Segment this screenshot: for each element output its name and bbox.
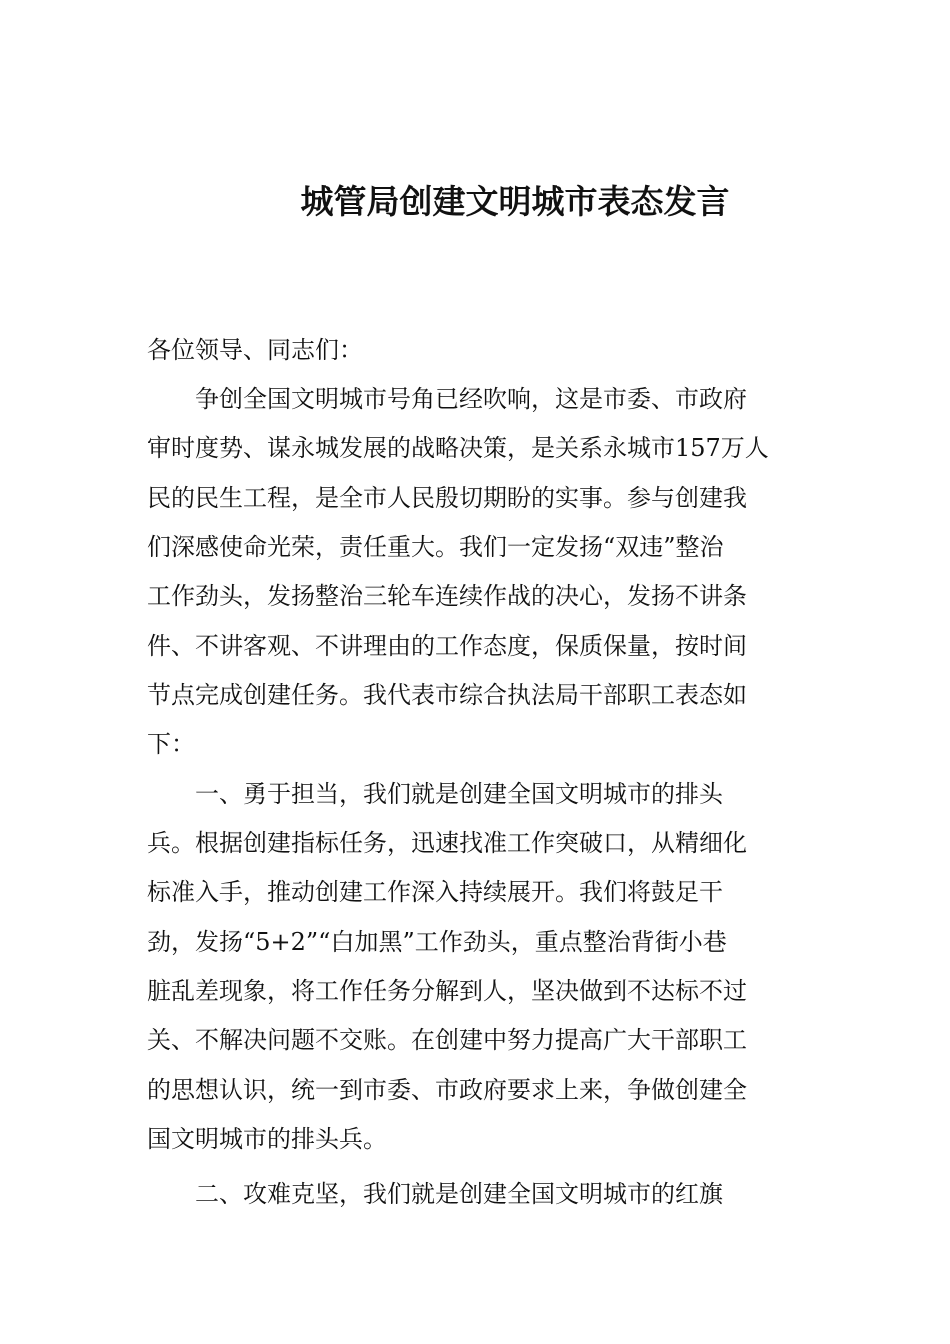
document-title: 城管局创建文明城市表态发言 bbox=[300, 182, 730, 221]
body-line: 民的民生工程，是全市人民殷切期盼的实事。参与创建我 bbox=[147, 484, 747, 512]
body-line: 二、攻难克坚，我们就是创建全国文明城市的红旗 bbox=[147, 1180, 723, 1208]
body-line: 劲，发扬“5+2”“白加黑”工作劲头，重点整治背街小巷 bbox=[147, 928, 727, 956]
body-line: 的思想认识，统一到市委、市政府要求上来，争做创建全 bbox=[147, 1076, 747, 1104]
body-line: 标准入手，推动创建工作深入持续展开。我们将鼓足干 bbox=[147, 878, 723, 906]
body-line: 争创全国文明城市号角已经吹响，这是市委、市政府 bbox=[147, 385, 747, 413]
salutation: 各位领导、同志们： bbox=[147, 336, 363, 364]
body-line: 脏乱差现象，将工作任务分解到人，坚决做到不达标不过 bbox=[147, 977, 747, 1005]
body-line: 件、不讲客观、不讲理由的工作态度，保质保量，按时间 bbox=[147, 632, 747, 660]
body-line: 关、不解决问题不交账。在创建中努力提高广大干部职工 bbox=[147, 1026, 747, 1054]
body-line: 节点完成创建任务。我代表市综合执法局干部职工表态如 bbox=[147, 681, 747, 709]
body-line: 一、勇于担当，我们就是创建全国文明城市的排头 bbox=[147, 780, 723, 808]
body-line: 兵。根据创建指标任务，迅速找准工作突破口，从精细化 bbox=[147, 829, 747, 857]
body-line: 国文明城市的排头兵。 bbox=[147, 1125, 387, 1153]
body-line: 下： bbox=[147, 730, 195, 758]
body-line: 工作劲头，发扬整治三轮车连续作战的决心，发扬不讲条 bbox=[147, 582, 747, 610]
body-line: 审时度势、谋永城发展的战略决策，是关系永城市157万人 bbox=[147, 434, 769, 462]
body-line: 们深感使命光荣，责任重大。我们一定发扬“双违”整治 bbox=[147, 533, 724, 561]
